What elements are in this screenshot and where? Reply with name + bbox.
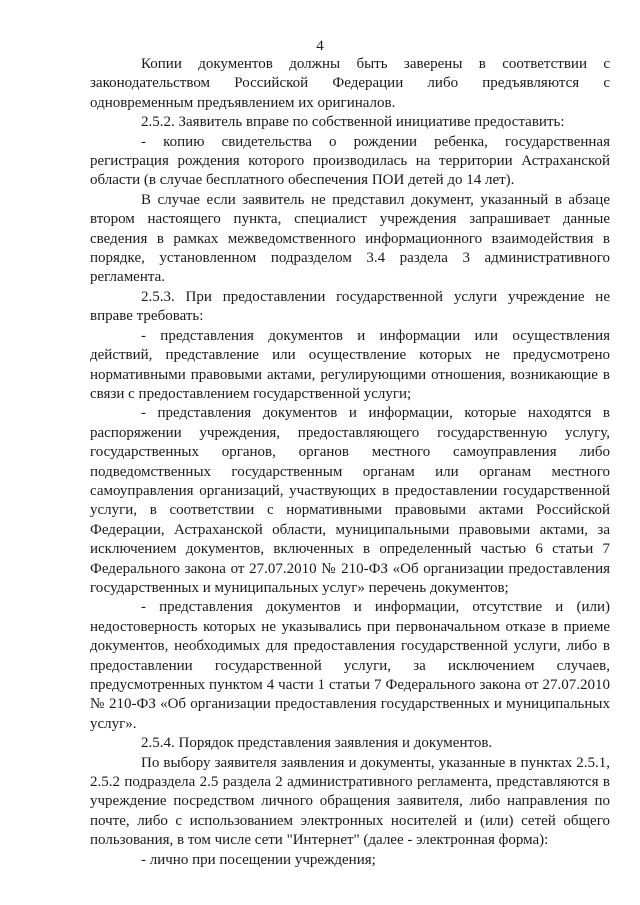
paragraph-not-required-item-2: - представления документов и информации, которые находятся в распоряжении учреждения, предоставляющего государственную услугу, государственных органов, органов местного самоуправления либо подведомственных государственным органам или органам местного самоуправления организаций, участвующих в предоставлении государственной услуги, в соответствии с нормативными правовыми актами Российской Федерации, Астраханской области, муниципальными правовыми актами, за исключением документов, включенных в определенный частью 6 статьи 7 Федерального закона от 27.07.2010 № 210-ФЗ «Об организации предоставления государственных и муниципальных услуг» перечень документов;	[90, 405, 610, 596]
paragraph-not-required-item-3: - представления документов и информации, отсутствие и (или) недостоверность которых не указывались при первоначальном отказе в приеме документов, необходимых для предоставления государственной услуги, либо в предоставлении государственной услуги, за исключением случаев, предусмотренных пунктом 4 части 1 статьи 7 Федерального закона от 27.07.2010 № 210-ФЗ «Об организации предоставления государственных и муниципальных услуг».	[90, 599, 610, 732]
paragraph-submission-methods: По выбору заявителя заявления и документы, указанные в пунктах 2.5.1, 2.5.2 подраздела 2.5 раздела 2 административного регламента, представляются в учреждение посредством личного обращения заявителя, либо направления по почте, либо с использованием электронных носителей и (или) сетей общего пользования, в том числе сети "Интернет" (далее - электронная форма):	[90, 754, 610, 849]
paragraph-2-5-4-heading: 2.5.4. Порядок представления заявления и документов.	[141, 735, 493, 752]
paragraph-not-required-item-1: - представления документов и информации или осуществления действий, представление или осуществление которых не предусмотрено нормативными правовыми актами, регулирующими отношения, возникающие в связи с предоставлением государственной услуги;	[90, 327, 610, 402]
paragraph-copies-certified: Копии документов должны быть заверены в соответствии с законодательством Российской Федерации либо предъявляются с одновременным предъявлением их оригиналов.	[90, 56, 610, 111]
paragraph-interagency-request: В случае если заявитель не представил документ, указанный в абзаце втором настоящего пункта, специалист учреждения запрашивает данные сведения в рамках межведомственного информационного взаимодействия в порядке, установленном подразделом 3.4 раздела 3 административного регламента.	[90, 191, 610, 286]
page-number: 4	[316, 38, 324, 54]
paragraph-in-person-item: - лично при посещении учреждения;	[141, 851, 376, 868]
paragraph-2-5-3-heading: 2.5.3. При предоставлении государственной услуги учреждение не вправе требовать:	[90, 288, 610, 325]
document-body	[90, 55, 610, 870]
paragraph-2-5-2-heading: 2.5.2. Заявитель вправе по собственной инициативе предоставить:	[141, 114, 565, 131]
paragraph-birth-certificate-item: - копию свидетельства о рождении ребенка, государственная регистрация рождения которого производилась на территории Астраханской области (в случае бесплатного обеспечения ПОИ детей до 14 лет).	[90, 133, 610, 189]
